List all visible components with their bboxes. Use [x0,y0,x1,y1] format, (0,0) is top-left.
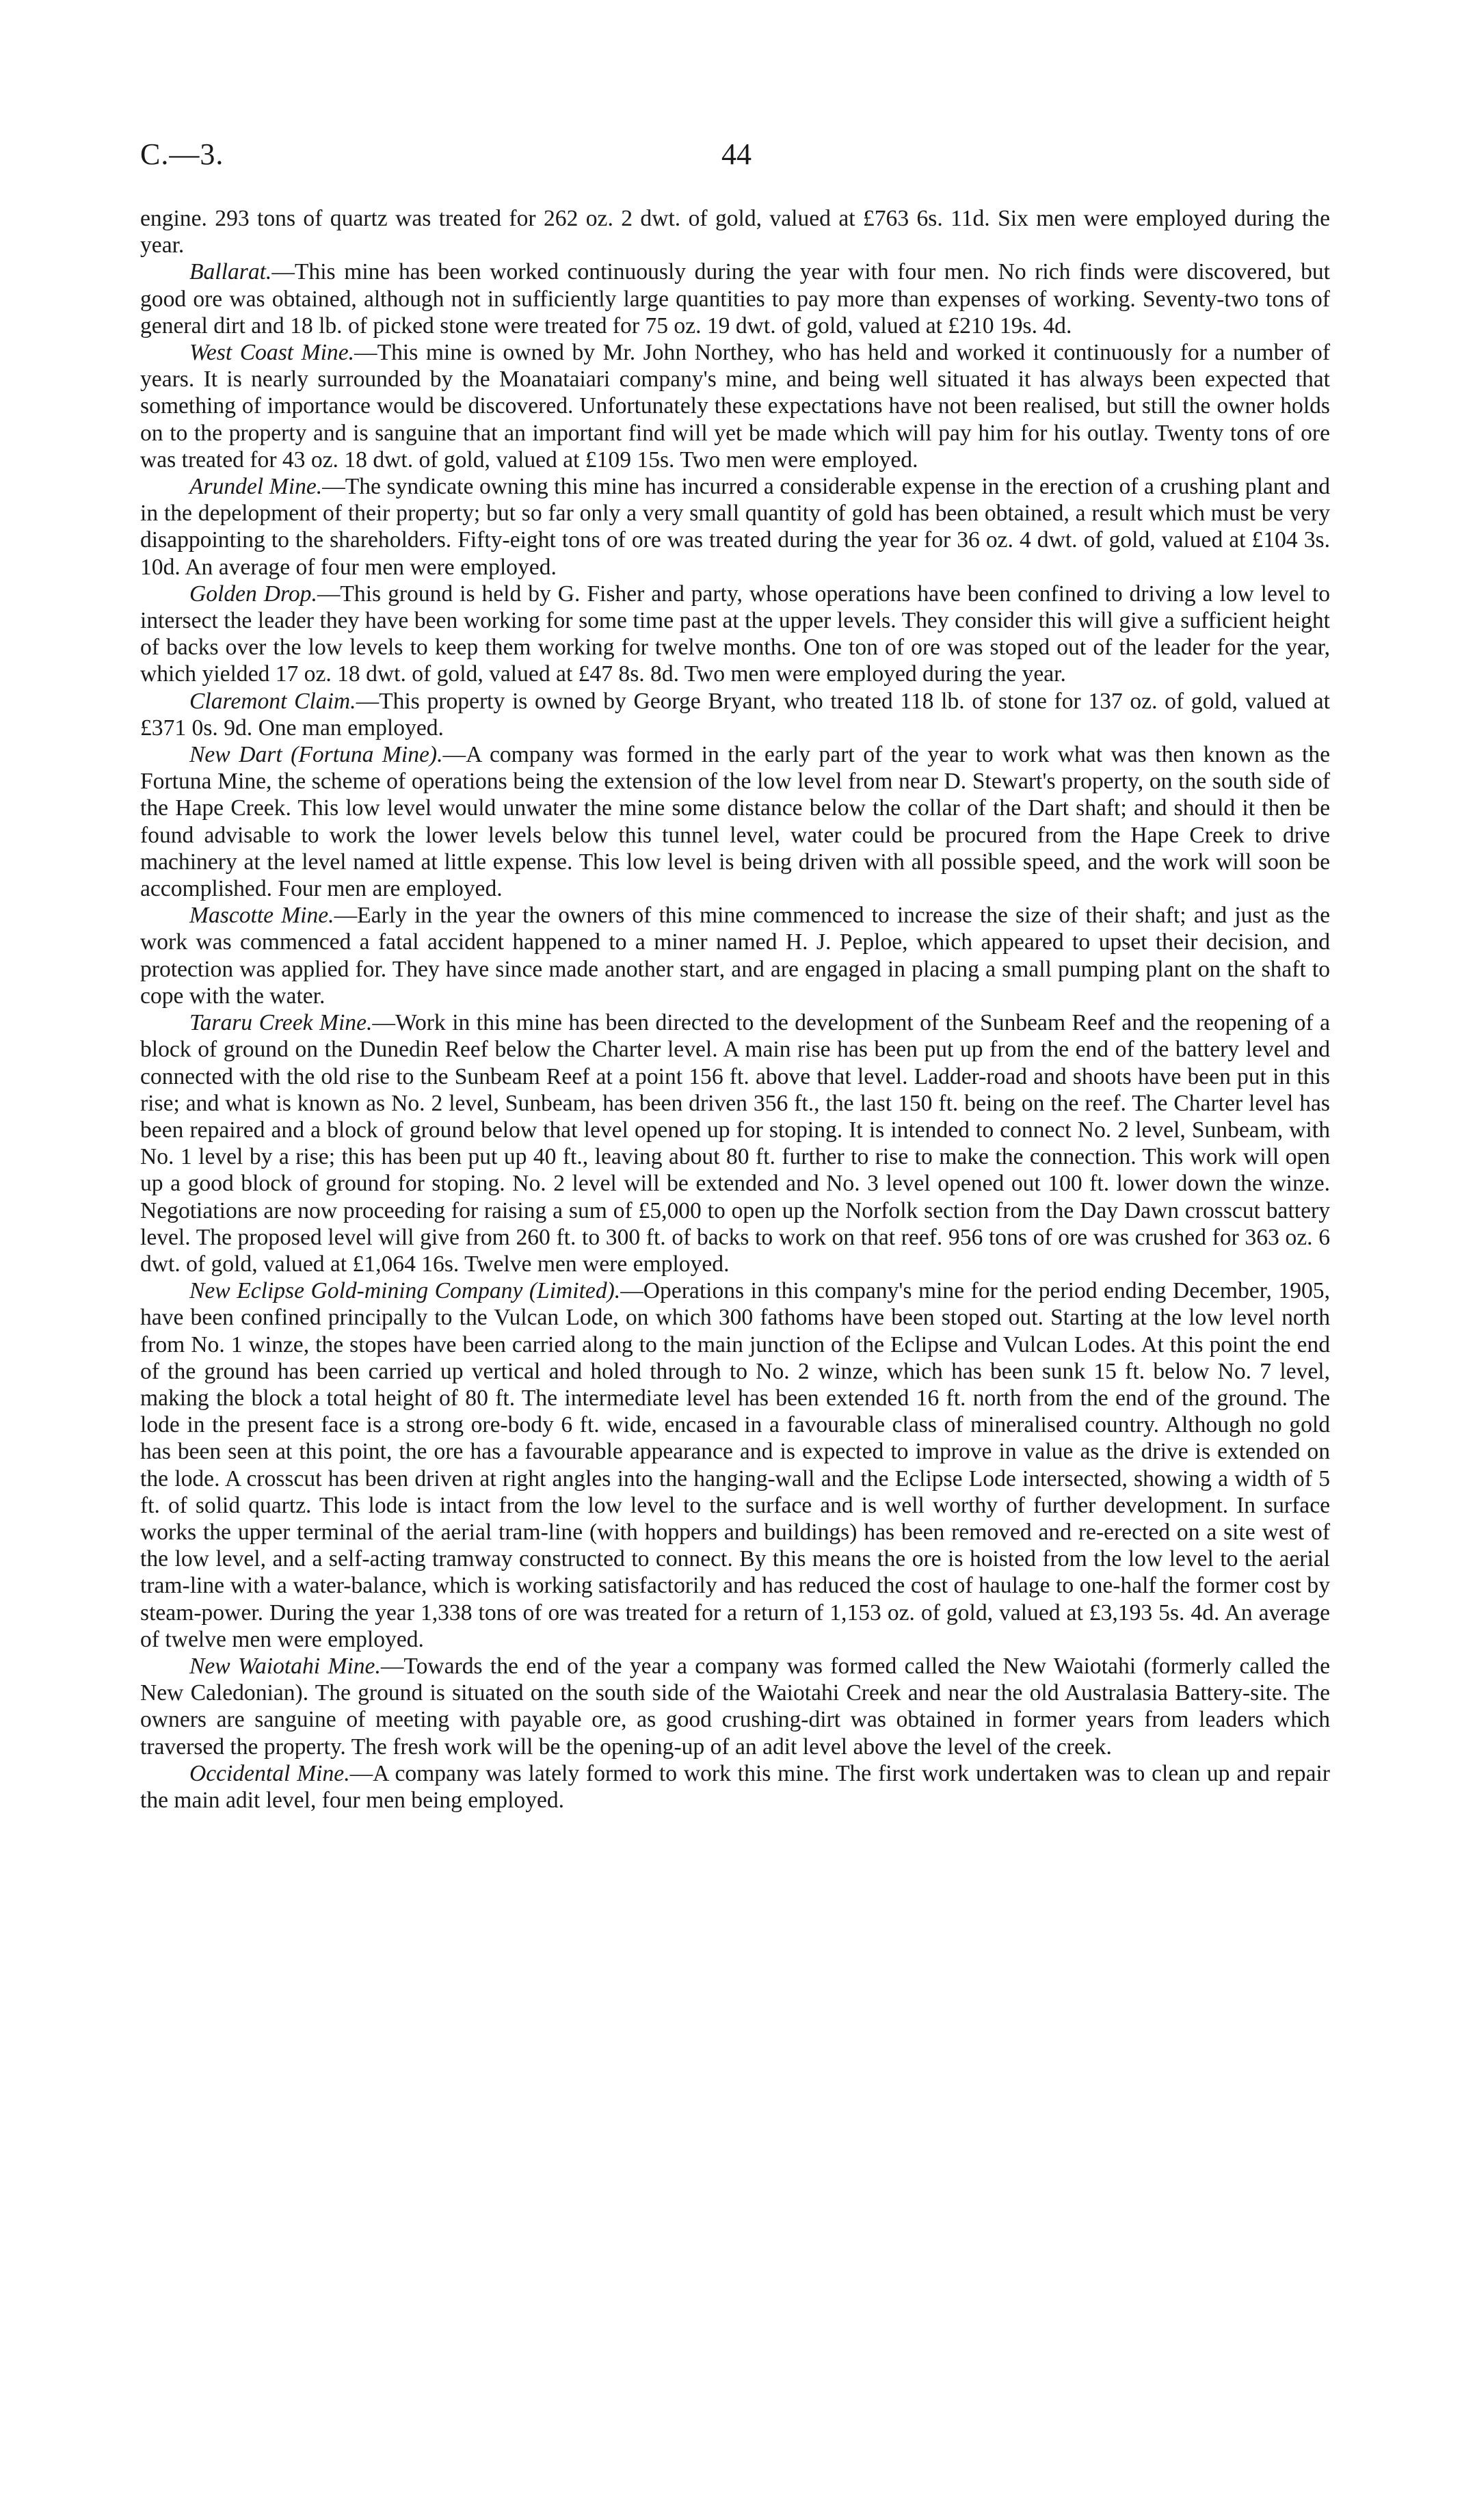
paragraph-text: —A company was lately formed to work this mine. The first work undertaken was to clean up and repair the main adit level, four men being employed. [140,1760,1330,1813]
paragraph-mascotte-mine [140,902,1330,1009]
mine-name: Golden Drop. [189,581,317,607]
paragraph-text: —This mine is owned by Mr. John Northey, who has held and worked it continuously for a number of years. It is nearly surrounded by the Moanataiari company's mine, and being well situated it has always been expected that something of importance would be discovered. Unfortunately these expectations have not been realised, but still the owner holds on to the property and is sanguine that an important find will yet be made which will pay him for his outlay. Twenty tons of ore was treated for 43 oz. 18 dwt. of gold, valued at £109 15s. Two men were employed. [140,340,1331,473]
mine-name: West Coast Mine. [189,340,355,366]
paragraph-new-waiotahi-mine [140,1653,1330,1760]
paragraph-text: —Work in this mine has been directed to the development of the Sunbeam Reef and the reopening of a block of ground on the Dunedin Reef below the Charter level. A main rise has been put up from the end of the battery level and connected with the old rise to the Sunbeam Reef at a point 156 ft. above that level. Ladder-road and shoots have been put in this rise; and what is known as No. 2 level, Sunbeam, has been driven 356 ft., the last 150 ft. being on the reef. The Charter level has been repaired and a block of ground below that level opened up for stoping. It is intended to connect No. 2 level, Sunbeam, with No. 1 level by a rise; this has been put up 40 ft., leaving about 80 ft. further to rise to make the connection. This work will open up a good block of ground for stoping. No. 2 level will be extended and No. 3 level opened out 100 ft. lower down the winze. Negotiations are now proceeding for raising a sum of £5,000 to open up the Norfolk section from the Day Dawn crosscut battery level. The proposed level will give from 260 ft. to 300 ft. of backs to work on that reef. 956 tons of ore was crushed for 363 oz. 6 dwt. of gold, valued at £1,064 16s. Twelve men were employed. [140,1010,1330,1277]
paragraph-tararu-creek-mine [140,1009,1330,1277]
paragraph-text: —Early in the year the owners of this mine commenced to increase the size of their shaft; and just as the work was commenced a fatal accident happened to a miner named H. J. Peploe, which appeared to upset their decision, and protection was applied for. They have since made another start, and are engaged in placing a small pumping plant on the shaft to cope with the water. [140,903,1330,1009]
mine-name: Tararu Creek Mine. [189,1010,373,1036]
paragraph-claremont-claim [140,688,1330,741]
mine-name: New Waiotahi Mine. [189,1653,381,1679]
paper-reference: C.—3. [140,137,224,171]
mine-name: Occidental Mine. [189,1760,350,1786]
mine-name: Arundel Mine. [189,474,323,500]
report-body [140,205,1330,1814]
paragraph-west-coast-mine [140,339,1330,473]
paragraph-engine-continuation [140,205,1330,258]
paragraph-text: engine. 293 tons of quartz was treated for 262 oz. 2 dwt. of gold, valued at £763 6s. 11d. Six men were employed during the year. [140,206,1330,258]
paragraph-new-eclipse [140,1277,1330,1653]
paragraph-text: —This ground is held by G. Fisher and party, whose operations have been confined to driving a low level to intersect the leader they have been working for some time past at the upper levels. They consider this will give a sufficient height of backs over the low levels to keep them working for twelve months. One ton of ore was stoped out of the leader for the year, which yielded 17 oz. 18 dwt. of gold, valued at £47 8s. 8d. Two men were employed during the year. [140,581,1330,687]
paragraph-text: —The syndicate owning this mine has incurred a considerable expense in the erection of a crushing plant and in the depelopment of their property; but so far only a very small quantity of gold has been obtained, a result which must be very disappointing to the shareholders. Fifty-eight tons of ore was treated during the year for 36 oz. 4 dwt. of gold, valued at £104 3s. 10d. An average of four men were employed. [140,474,1331,580]
mine-name: Ballarat. [189,259,272,285]
paragraph-text: —This property is owned by George Bryant, who treated 118 lb. of stone for 137 oz. of gold, valued at £371 0s. 9d. One man employed. [140,688,1330,741]
paragraph-text: —A company was formed in the early part of the year to work what was then known as the Fortuna Mine, the scheme of operations being the extension of the low level from near D. Stewart's property, on the south side of the Hape Creek. This low level would unwater the mine some distance below the collar of the Dart shaft; and should it then be found advisable to work the lower levels below this tunnel level, water could be procured from the Hape Creek to drive machinery at the level named at little expense. This low level is being driven with all possible speed, and the work will soon be accomplished. Four men are employed. [140,742,1330,902]
mine-name: New Dart (Fortuna Mine). [189,742,443,768]
paragraph-golden-drop [140,581,1330,688]
mine-name: Mascotte Mine. [189,903,334,929]
mine-name: Claremont Claim. [189,688,356,714]
paragraph-text: —This mine has been worked continuously during the year with four men. No rich finds were discovered, but good ore was obtained, although not in sufficiently large quantities to pay more than expenses of working. Seventy-two tons of general dirt and 18 lb. of picked stone were treated for 75 oz. 19 dwt. of gold, valued at £210 19s. 4d. [140,259,1330,339]
paragraph-ballarat [140,258,1330,339]
mine-name: New Eclipse Gold-mining Company (Limited). [189,1278,621,1304]
paragraph-occidental-mine [140,1760,1330,1814]
paragraph-text: —Towards the end of the year a company was formed called the New Waiotahi (formerly called the New Caledonian). The ground is situated on the south side of the Waiotahi Creek and near the old Australasia Battery-site. The owners are sanguine of meeting with payable ore, as good crushing-dirt was obtained in former years from leaders which traversed the property. The fresh work will be the opening-up of an adit level above the level of the creek. [140,1653,1330,1760]
paragraph-text: —Operations in this company's mine for the period ending December, 1905, have been confined principally to the Vulcan Lode, on which 300 fathoms have been stoped out. Starting at the low level north from No. 1 winze, the stopes have been carried along to the main junction of the Eclipse and Vulcan Lodes. At this point the end of the ground has been carried up vertical and holed through to No. 2 winze, which has been sunk 15 ft. below No. 7 level, making the block a total height of 80 ft. The intermediate level has been extended 16 ft. north from the end of the ground. The lode in the present face is a strong ore-body 6 ft. wide, encased in a favourable class of mineralised country. Although no gold has been seen at this point, the ore has a favourable appearance and is expected to improve in value as the drive is extended on the lode. A crosscut has been driven at right angles into the hanging-wall and the Eclipse Lode intersected, showing a width of 5 ft. of solid quartz. This lode is intact from the low level to the surface and is well worthy of further development. In surface works the upper terminal of the aerial tram-line (with hoppers and buildings) has been removed and re-erected on a site west of the low level, and a self-acting tramway constructed to connect. By this means the ore is hoisted from the low level to the aerial tram-line with a water-balance, which is working satisfactorily and has reduced the cost of haulage to one-half the former cost by steam-power. During the year 1,338 tons of ore was treated for a return of 1,153 oz. of gold, valued at £3,193 5s. 4d. An average of twelve men were employed. [140,1278,1330,1652]
page-header [140,137,1330,178]
paragraph-arundel-mine [140,473,1330,581]
paragraph-new-dart [140,741,1330,902]
page-number: 44 [721,137,752,171]
